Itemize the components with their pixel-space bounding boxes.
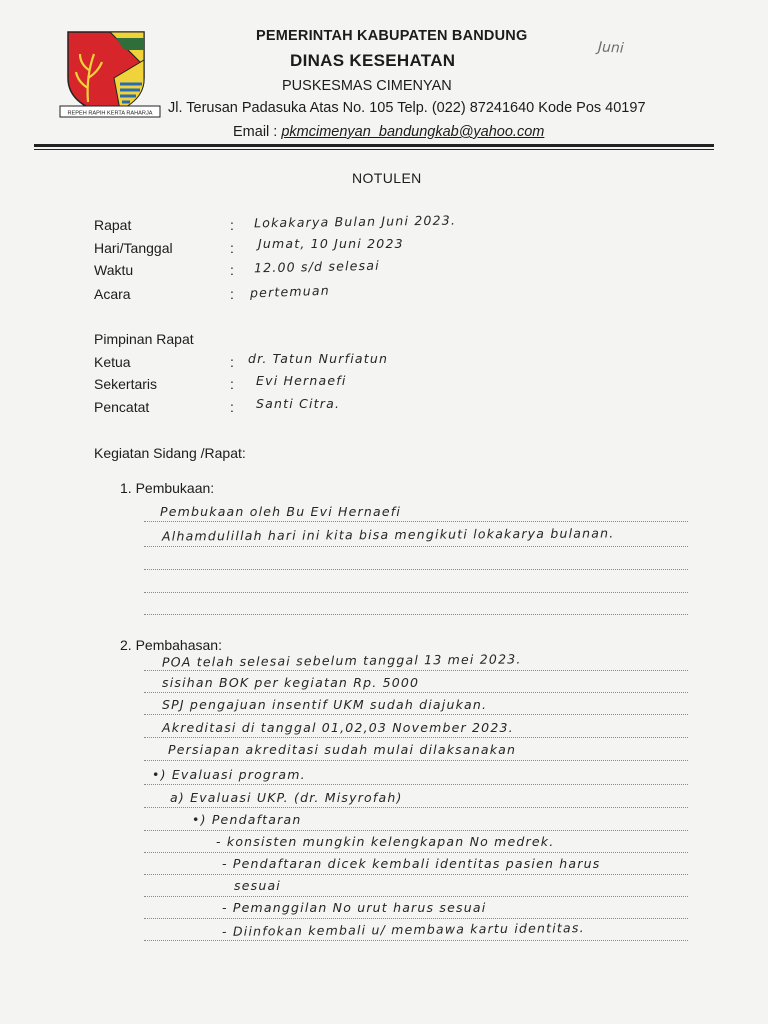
rapat-label: Rapat	[94, 217, 132, 233]
pembukaan-line: Alhamdulillah hari ini kita bisa mengikuti lokakarya bulanan.	[161, 525, 615, 544]
acara-label: Acara	[94, 286, 131, 302]
dotted-line	[144, 614, 688, 615]
colon: :	[230, 354, 234, 370]
pembahasan-line: - Diinfokan kembali u/ membawa kartu identitas.	[221, 920, 585, 939]
dotted-line	[144, 918, 688, 919]
hari-tanggal-label: Hari/Tanggal	[94, 240, 173, 256]
colon: :	[230, 286, 234, 302]
colon: :	[230, 399, 234, 415]
dotted-line	[144, 714, 688, 715]
dotted-line	[144, 692, 688, 693]
dotted-line	[144, 830, 688, 831]
waktu-value: 12.00 s/d selesai	[253, 257, 380, 276]
svg-text:REPEH RAPIH KERTA RAHARJA: REPEH RAPIH KERTA RAHARJA	[67, 110, 153, 117]
colon: :	[230, 262, 234, 278]
document-title: NOTULEN	[352, 170, 422, 186]
header-department: DINAS KESEHATAN	[290, 51, 456, 70]
email-label: Email :	[233, 124, 278, 140]
pembahasan-line: •) Evaluasi program.	[152, 767, 306, 782]
hari-tanggal-value: Jumat, 10 Juni 2023	[258, 236, 404, 251]
pembahasan-line: - Pemanggilan No urut harus sesuai	[222, 900, 487, 915]
ketua-label: Ketua	[94, 354, 131, 370]
kegiatan-heading: Kegiatan Sidang /Rapat:	[94, 445, 246, 461]
pembahasan-line: sesuai	[234, 878, 281, 893]
pembahasan-line: sisihan BOK per kegiatan Rp. 5000	[162, 675, 420, 690]
header-rule-thin	[34, 149, 714, 150]
colon: :	[230, 376, 234, 392]
colon: :	[230, 240, 234, 256]
pencatat-label: Pencatat	[94, 399, 150, 415]
dotted-line	[144, 546, 688, 547]
pembahasan-line: - Pendaftaran dicek kembali identitas pasien harus	[222, 856, 601, 871]
pembahasan-line: - konsisten mungkin kelengkapan No medrek.	[216, 834, 555, 849]
dotted-line	[144, 592, 688, 593]
pembahasan-line: Persiapan akreditasi sudah mulai dilaksanakan	[168, 742, 517, 757]
sekertaris-label: Sekertaris	[94, 376, 158, 392]
dotted-line	[144, 784, 688, 785]
pembahasan-line: POA telah selesai sebelum tanggal 13 mei 2023.	[161, 651, 522, 670]
header-government: PEMERINTAH KABUPATEN BANDUNG	[256, 28, 528, 44]
dotted-line	[144, 852, 688, 853]
header-puskesmas: PUSKESMAS CIMENYAN	[282, 78, 452, 94]
pimpinan-heading: Pimpinan Rapat	[94, 331, 194, 347]
dotted-line	[144, 737, 688, 738]
pembahasan-heading: 2. Pembahasan:	[120, 637, 222, 653]
colon: :	[230, 217, 234, 233]
margin-note: Juni	[597, 39, 625, 57]
pembukaan-heading: 1. Pembukaan:	[120, 480, 215, 496]
dotted-line	[144, 940, 688, 941]
pembahasan-line: •) Pendaftaran	[192, 812, 302, 827]
kabupaten-bandung-logo	[58, 26, 162, 120]
pembukaan-line: Pembukaan oleh Bu Evi Hernaefi	[160, 504, 402, 519]
header-rule-thick	[34, 144, 714, 147]
sekertaris-value: Evi Hernaefi	[256, 373, 347, 388]
pembahasan-line: Akreditasi di tanggal 01,02,03 November 2023.	[162, 720, 514, 735]
email-value: pkmcimenyan_bandungkab@yahoo.com	[281, 124, 545, 140]
dotted-line	[144, 896, 688, 897]
dotted-line	[144, 569, 688, 570]
dotted-line	[144, 521, 688, 522]
pembahasan-line: a) Evaluasi UKP. (dr. Misyrofah)	[170, 790, 403, 805]
dotted-line	[144, 670, 688, 671]
dotted-line	[144, 874, 688, 875]
rapat-value: Lokakarya Bulan Juni 2023.	[253, 212, 457, 231]
acara-value: pertemuan	[249, 282, 331, 301]
pembahasan-line: SPJ pengajuan insentif UKM sudah diajukan.	[162, 697, 488, 712]
header-address: Jl. Terusan Padasuka Atas No. 105 Telp. (022) 87241640 Kode Pos 40197	[168, 100, 646, 116]
pencatat-value: Santi Citra.	[256, 396, 341, 411]
dotted-line	[144, 807, 688, 808]
dotted-line	[144, 760, 688, 761]
ketua-value: dr. Tatun Nurfiatun	[248, 351, 389, 366]
waktu-label: Waktu	[94, 262, 134, 278]
header-email-line	[233, 124, 544, 140]
